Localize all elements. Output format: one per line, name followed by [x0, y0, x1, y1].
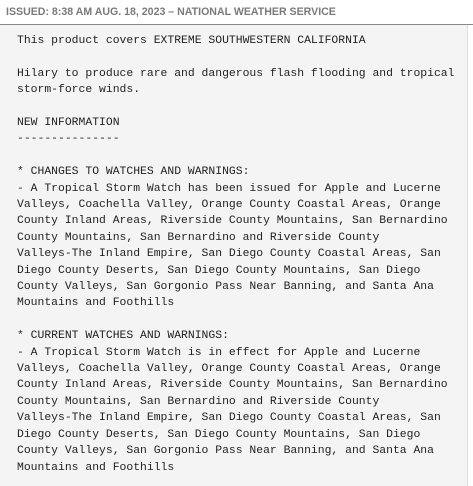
product-line: Mountains and Foothills: [17, 461, 175, 474]
product-line: Valleys, Coachella Valley, Orange County Coastal Areas, Orange: [17, 199, 441, 212]
blank-line: [17, 312, 454, 328]
blank-line: [17, 148, 454, 164]
product-line: - A Tropical Storm Watch is in effect for Apple and Lucerne: [17, 346, 421, 359]
product-line: County Inland Areas, Riverside County Mountains, San Bernardino: [17, 215, 448, 228]
product-line: ---------------: [17, 133, 120, 146]
blank-line: [17, 99, 454, 115]
product-line: - A Tropical Storm Watch has been issued for Apple and Lucerne: [17, 182, 441, 195]
product-line: County Valleys, San Gorgonio Pass Near Banning, and Santa Ana: [17, 281, 434, 294]
product-line: Valleys-The Inland Empire, San Diego County Coastal Areas, San: [17, 248, 441, 261]
product-text: [17, 33, 454, 476]
product-line: Diego County Deserts, San Diego County Mountains, San Diego: [17, 264, 421, 277]
product-line: Valleys, Coachella Valley, Orange County Coastal Areas, Orange: [17, 363, 441, 376]
product-line: NEW INFORMATION: [17, 117, 120, 129]
product-line: Hilary to produce rare and dangerous flash flooding and tropical: [17, 67, 455, 80]
product-line: County Mountains, San Bernardino and Riverside County: [17, 231, 380, 244]
product-line: County Mountains, San Bernardino and Riverside County: [17, 395, 380, 408]
product-line: * CHANGES TO WATCHES AND WARNINGS:: [17, 166, 250, 179]
product-line: Diego County Deserts, San Diego County Mountains, San Diego: [17, 428, 421, 441]
product-line: Valleys-The Inland Empire, San Diego County Coastal Areas, San: [17, 412, 441, 425]
product-line: * CURRENT WATCHES AND WARNINGS:: [17, 330, 229, 343]
product-line: This product covers EXTREME SOUTHWESTERN CALIFORNIA: [17, 35, 366, 47]
product-line: Mountains and Foothills: [17, 297, 175, 310]
issued-header: ISSUED: 8:38 AM AUG. 18, 2023 – NATIONAL WEATHER SERVICE: [6, 6, 336, 18]
product-line: storm-force winds.: [17, 84, 141, 97]
product-line: County Valleys, San Gorgonio Pass Near Banning, and Santa Ana: [17, 445, 434, 458]
blank-line: [17, 49, 454, 65]
product-line: County Inland Areas, Riverside County Mountains, San Bernardino: [17, 379, 448, 392]
